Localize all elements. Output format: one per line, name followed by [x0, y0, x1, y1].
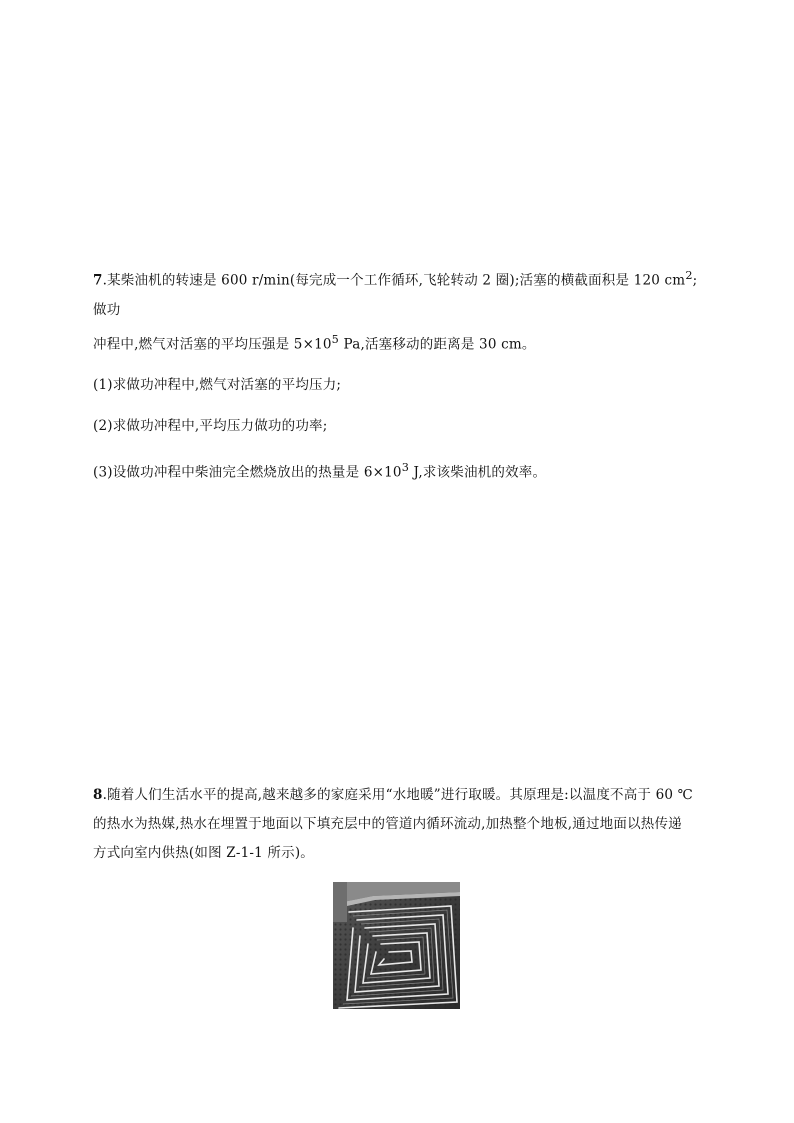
area-unit-superscript: 2	[685, 269, 693, 282]
question-7-number: 7	[93, 272, 103, 289]
question-7-sub-1: (1)求做功冲程中,燃气对活塞的平均压力;	[93, 377, 342, 393]
question-7-sub-3	[93, 453, 703, 488]
question-8-line2: 的热水为热媒,热水在埋置于地面以下填充层中的管道内循环流动,加热整个地板,通过地面以热传递	[93, 816, 682, 832]
question-8-line3: 方式向室内供热(如图 Z-1-1 所示)。	[93, 845, 314, 861]
question-7-sub-3-b: J,求该柴油机的效率。	[409, 464, 547, 481]
question-8-line1: .随着人们生活水平的提高,越来越多的家庭采用“水地暖”进行取暖。其原理是:以温度不高于 60 ℃	[102, 787, 693, 803]
question-7-sub-2: (2)求做功冲程中,平均压力做功的功率;	[93, 418, 328, 434]
question-8-stem	[93, 781, 703, 868]
floor-heating-pipes-photo	[333, 882, 460, 1009]
question-8	[93, 781, 703, 868]
question-7-line1-tail: ;做功	[93, 272, 698, 318]
pressure-exponent: 5	[331, 332, 340, 346]
question-8-number: 8	[93, 787, 103, 803]
question-7-line1: .某柴油机的转速是 600 r/min(每完成一个工作循环,飞轮转动 2 圈);活塞的横截面积是 120 cm	[102, 272, 686, 289]
question-7-stem	[93, 261, 703, 359]
question-7-line2-a: 冲程中,燃气对活塞的平均压强是 5×10	[93, 336, 332, 352]
floor-heating-pipes-image	[333, 882, 460, 1009]
heat-exponent: 3	[401, 461, 410, 474]
question-7-sub-3-a: (3)设做功冲程中柴油完全燃烧放出的热量是 6×10	[93, 464, 402, 481]
question-7-line2-b: Pa,活塞移动的距离是 30 cm。	[339, 336, 536, 352]
question-7	[93, 261, 703, 488]
